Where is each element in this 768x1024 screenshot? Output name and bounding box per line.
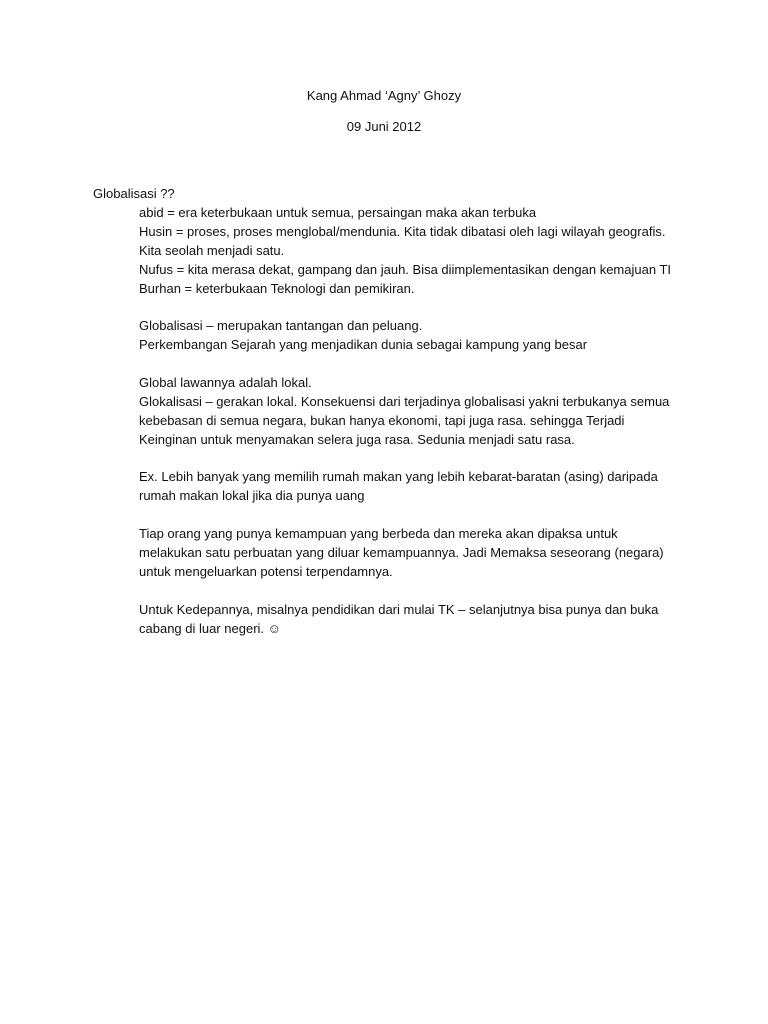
section-heading: Globalisasi ??: [93, 186, 175, 201]
text-line: Nufus = kita merasa dekat, gampang dan jauh. Bisa diimplementasikan dengan kemajuan TI: [139, 261, 671, 277]
text-line: Global lawannya adalah lokal.: [139, 375, 312, 391]
text-line: Globalisasi – merupakan tantangan dan peluang.: [139, 318, 423, 334]
text-line: Husin = proses, proses menglobal/mendunia. Kita tidak dibatasi oleh lagi wilayah geografis.: [139, 223, 666, 239]
paragraph: [139, 468, 699, 506]
text-line: cabang di luar negeri. ☺: [139, 620, 281, 636]
author-line: Kang Ahmad ‘Agny’ Ghozy: [306, 88, 462, 103]
text-line: Keinginan untuk menyamakan selera juga rasa. Sedunia menjadi satu rasa.: [139, 431, 575, 447]
text-line: abid = era keterbukaan untuk semua, persaingan maka akan terbuka: [139, 205, 537, 220]
paragraph: [139, 317, 699, 355]
text-line: untuk mengeluarkan potensi terpendamnya.: [139, 563, 393, 579]
text-line: kebebasan di semua negara, bukan hanya ekonomi, tapi juga rasa. sehingga Terjadi: [139, 412, 625, 428]
notes-body: [139, 204, 699, 638]
text-line: Untuk Kedepannya, misalnya pendidikan dari mulai TK – selanjutnya bisa punya dan buka: [139, 601, 659, 617]
text-line: Glokalisasi – gerakan lokal. Konsekuensi dari terjadinya globalisasi yakni terbukanya semua: [139, 393, 670, 409]
paragraph: [139, 374, 699, 450]
text-line: Burhan = keterbukaan Teknologi dan pemikiran.: [139, 280, 415, 296]
text-line: Tiap orang yang punya kemampuan yang berbeda dan mereka akan dipaksa untuk: [139, 526, 618, 542]
date-line: 09 Juni 2012: [346, 119, 422, 134]
text-line: Kita seolah menjadi satu.: [139, 242, 285, 258]
text-line: Ex. Lebih banyak yang memilih rumah makan yang lebih kebarat-baratan (asing) daripada: [139, 469, 658, 485]
text-line: melakukan satu perbuatan yang diluar kemampuannya. Jadi Memaksa seseorang (negara): [139, 545, 664, 561]
text-line: rumah makan lokal jika dia punya uang: [139, 488, 365, 504]
paragraph: [139, 601, 699, 639]
paragraph: [139, 525, 699, 582]
text-line: Perkembangan Sejarah yang menjadikan dunia sebagai kampung yang besar: [139, 337, 588, 353]
paragraph: [139, 204, 699, 298]
